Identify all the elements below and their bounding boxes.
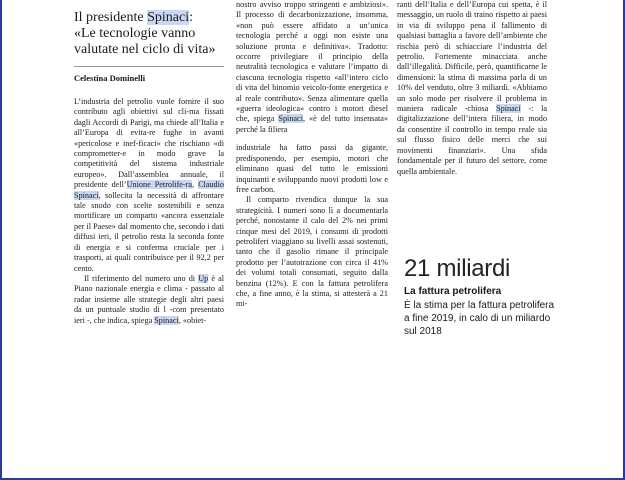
callout-number: 21 miliardi bbox=[404, 255, 511, 282]
headline-divider bbox=[74, 66, 224, 67]
callout-description: È la stima per la fattura petrolifera a fine 2019, in calo di un miliardo sul 2018 bbox=[404, 300, 555, 337]
headline-line-3: valutate nel ciclo di vita» bbox=[74, 42, 216, 57]
paragraph: Il comparto rivendica dunque la sua strategicità. I numeri sono lì a documentarla perché, nonostante il calo del 2% nei primi cinque mesi del 2019, i consumi di prodotti petroliferi viaggiano su livelli assai sostenuti, tanto che il gasolio rimane il principale prodotto per l’autotrazione con circa il 41% dei volumi totali consumati, seguito dalla benzina (12%). E con la fattura petrolifera che, a fine anno, è la stima, si attesterà a 21 mi- bbox=[236, 195, 388, 309]
highlighted-name: Spinaci bbox=[496, 104, 521, 114]
article-column-2 bbox=[236, 0, 388, 310]
paragraph: L’industria del petrolio vuole fornire il suo contributo agli obiettivi sul cli-ma fissati dagli Accordi di Parigi, ma chiede all’Italia e all’Europa di evita-re fughe in avanti «pericolose e inef-ficaci» che rischiano «di comprometter-e in modo grave la competitività del sistema industriale europeo». Dall’assemblea annuale, il presidente dell’Unione Petrolife-ra, Claudio Spinaci, sollecita la necessità di affrontare tale snodo con scelte sostenibili e senza mortificare un comparto «ancora essenziale per il Paese» dal momento che, secondo i dati diffusi ieri, il petrolio resta la seconda fonte di energia e si conferma cruciale per i trasporti, ai quali contribuisce per il 92,2 per cento. bbox=[74, 97, 224, 273]
byline: Celestina Dominelli bbox=[74, 73, 146, 83]
headline bbox=[74, 10, 224, 58]
highlighted-org: Unione Petrolife-ra bbox=[126, 180, 193, 190]
headline-line-1: Il presidente Spinaci: bbox=[74, 10, 193, 25]
article-column-1 bbox=[74, 10, 224, 326]
highlighted-name: Spinaci bbox=[278, 114, 303, 124]
headline-line-2: «Le tecnologie vanno bbox=[74, 26, 196, 41]
highlighted-org: Up bbox=[198, 273, 209, 283]
paragraph: nostro avviso troppo stringenti e ambiziosi». Il processo di decarbonizzazione, insomma, «non può essere affidato a un’unica tecnologia perché a oggi non esiste una soluzione pronta e definitiva». Tradotto: occorre privilegiare il principio della neutralità tecnologica e valutare l’impatto di ciascuna tecnologia rispetto «all’intero ciclo di vita del binomio veicolo-fonte energetica e al reale contributo». Senza alimentare quella «guerra ideologica» contro i motori diesel che, spiega Spinaci, «è del tutto insensata» perché la filiera bbox=[236, 0, 388, 134]
column-1-text bbox=[74, 97, 224, 326]
highlighted-name: Spinaci bbox=[154, 315, 179, 325]
highlighted-name: Claudio Spinaci bbox=[74, 180, 224, 200]
paragraph: ranti dell’Italia e dell’Europa cui spetta, è il messaggio, un ruolo di traino rispetto ai paesi in via di sviluppo pena il fallimento di qualsiasi battaglia a favore dell’ambiente che rischia però di schiacciare l’industria del petrolio. Fortemente minacciata anche dall’illegalità. Difficile, però, quantificarne le dimensioni: la stima di massima parla di un 10% del venduto, oltre 3 miliardi. «Abbiamo un solo modo per risolvere il problema in maniera radicale -chiosa Spinaci -: la digitalizzazione dell’intera filiera, in modo da consentire il controllo in tempo reale sia sul flusso fisico delle merci che sui movimenti finanziari». Una sfida fondamentale per il futuro del settore, come quella ambientale. bbox=[397, 0, 547, 176]
article-column-3 bbox=[397, 0, 547, 177]
paragraph: industriale ha fatto passi da gigante, predisponendo, per esempio, motori che eliminano quasi del tutto le emissioni inquinanti e sviluppando nuovi prodotti low e free carbon. bbox=[236, 143, 388, 194]
paragraph-gap bbox=[236, 135, 388, 143]
callout-label: La fattura petrolifera bbox=[404, 286, 502, 297]
paragraph: Il riferimento del numero uno di Up è al Piano nazionale energia e clima - passato al radar insieme alle strategie degli altri paesi da un puntuale studio di l -com presentato ieri -, che indica, spiega Spinaci, «obiet- bbox=[74, 273, 224, 325]
stat-callout bbox=[404, 254, 556, 338]
highlighted-name: Spinaci bbox=[147, 10, 190, 25]
